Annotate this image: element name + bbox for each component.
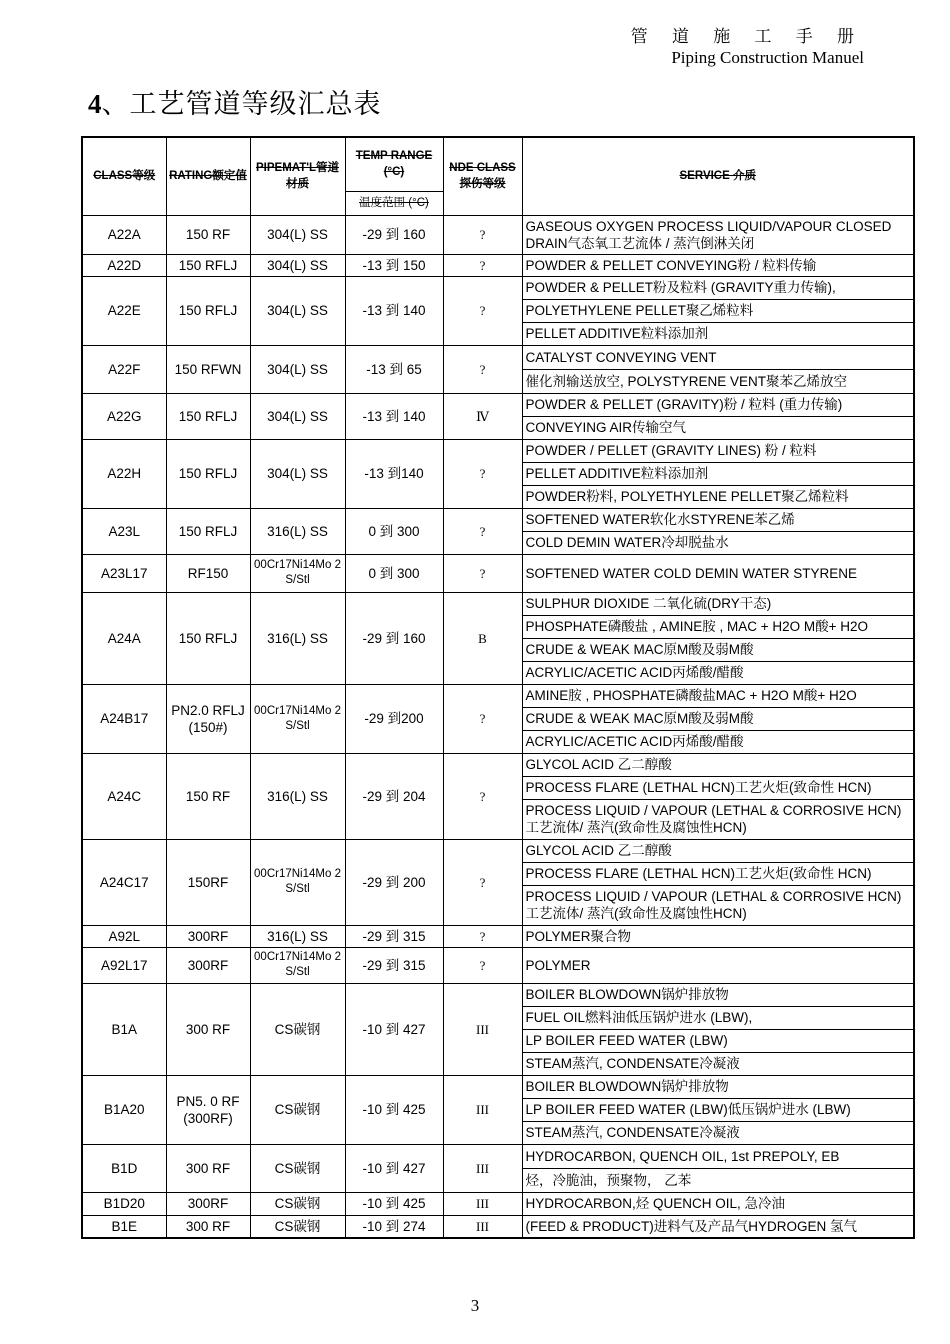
class-cell: B1D20 [82,1192,166,1215]
nde-class-cell: ? [443,345,522,393]
service-cell: POWDER & PELLET CONVEYING粉 / 粒料传输 [522,254,914,276]
temp-range-cell: -29 到 160 [345,592,443,684]
rating-cell: 150 RF [166,753,250,839]
temp-range-cell: -13 到 140 [345,393,443,439]
table-row [82,1075,914,1098]
material-cell: 304(L) SS [250,276,345,345]
nde-class-cell: ? [443,254,522,276]
class-cell: A22F [82,345,166,393]
section-number: 4 [88,89,102,119]
material-cell: 304(L) SS [250,254,345,276]
nde-class-cell: ? [443,925,522,947]
nde-class-cell: ? [443,276,522,345]
class-cell: A22H [82,439,166,508]
service-cell: POWDER / PELLET (GRAVITY LINES) 粉 / 粒料 [522,439,914,462]
temp-range-cell: -10 到 425 [345,1075,443,1144]
rating-cell: 300 RF [166,983,250,1075]
temp-range-cell: -10 到 427 [345,1144,443,1192]
service-cell: LP BOILER FEED WATER (LBW) [522,1029,914,1052]
material-cell: CS碳钢 [250,1144,345,1192]
class-cell: B1D [82,1144,166,1192]
class-cell: A23L17 [82,554,166,592]
material-cell: 304(L) SS [250,393,345,439]
service-cell: SOFTENED WATER软化水STYRENE苯乙烯 [522,508,914,531]
rating-cell: PN2.0 RFLJ (150#) [166,684,250,753]
material-cell: 304(L) SS [250,345,345,393]
material-cell: 316(L) SS [250,592,345,684]
class-cell: B1A20 [82,1075,166,1144]
nde-class-cell: ? [443,947,522,983]
section-title-text: 、工艺管道等级汇总表 [101,89,382,119]
page-number: 3 [470,1296,480,1315]
temp-range-cell: -29 到 160 [345,215,443,254]
class-cell: B1A [82,983,166,1075]
rating-cell: 300 RF [166,1215,250,1238]
nde-class-cell: III [443,983,522,1075]
running-header-cn: 管 道 施 工 手 册 [630,27,864,46]
rating-cell: 150 RFLJ [166,439,250,508]
service-cell: PELLET ADDITIVE粒料添加剂 [522,462,914,485]
service-cell: COLD DEMIN WATER冷却脱盐水 [522,531,914,554]
material-cell: 316(L) SS [250,753,345,839]
rating-cell: 150 RFWN [166,345,250,393]
material-cell: CS碳钢 [250,1192,345,1215]
rating-cell: 300RF [166,947,250,983]
service-cell: (FEED & PRODUCT)进料气及产品气HYDROGEN 氢气 [522,1215,914,1238]
col-header-rating: RATING额定值 [166,137,250,215]
table-row [82,439,914,462]
service-cell: PELLET ADDITIVE粒料添加剂 [522,322,914,345]
col-header-material: PIPEMAT'L管道材质 [250,137,345,215]
table-row [82,1192,914,1215]
nde-class-cell: III [443,1192,522,1215]
service-cell: PROCESS FLARE (LETHAL HCN)工艺火炬(致命性 HCN) [522,776,914,799]
service-cell: AMINE胺 , PHOSPHATE磷酸盐MAC + H2O M酸+ H2O [522,684,914,707]
rating-cell: 150 RF [166,215,250,254]
temp-range-cell: -13 到 150 [345,254,443,276]
class-cell: A22D [82,254,166,276]
col-header-service: SERVICE 介质 [522,137,914,215]
rating-cell: 300RF [166,1192,250,1215]
service-cell: ACRYLIC/ACETIC ACID丙烯酸/醋酸 [522,661,914,684]
class-cell: A92L [82,925,166,947]
rating-cell: 150RF [166,839,250,925]
col-header-temp-sub: 温度范围 (°C) [345,191,443,215]
temp-range-cell: -29 到 204 [345,753,443,839]
class-cell: A92L17 [82,947,166,983]
service-cell: POWDER & PELLET粉及粒料 (GRAVITY重力传输), [522,276,914,299]
col-header-nde: NDE CLASS探伤等级 [443,137,522,215]
rating-cell: 150 RFLJ [166,508,250,554]
temp-range-cell: -10 到 427 [345,983,443,1075]
nde-class-cell: ? [443,508,522,554]
table-row [82,983,914,1006]
rating-cell: RF150 [166,554,250,592]
table-row [82,393,914,416]
nde-class-cell: ? [443,554,522,592]
table-row [82,1215,914,1238]
material-cell: 00Cr17Ni14Mo 2 S/Stl [250,839,345,925]
table-row [82,215,914,254]
running-header-en: Piping Construction Manuel [671,48,864,67]
service-cell: POWDER & PELLET (GRAVITY)粉 / 粒料 (重力传输) [522,393,914,416]
temp-range-cell: -29 到 315 [345,947,443,983]
service-cell: PROCESS LIQUID / VAPOUR (LETHAL & CORROSIVE HCN)工艺流体/ 蒸汽(致命性及腐蚀性HCN) [522,799,914,839]
class-cell: A24C [82,753,166,839]
material-cell: CS碳钢 [250,1215,345,1238]
class-cell: A23L [82,508,166,554]
rating-cell: 300RF [166,925,250,947]
service-cell: GLYCOL ACID 乙二醇酸 [522,753,914,776]
service-cell: STEAM蒸汽, CONDENSATE冷凝液 [522,1052,914,1075]
table-row [82,1144,914,1168]
class-cell: A22E [82,276,166,345]
nde-class-cell: III [443,1215,522,1238]
service-cell: LP BOILER FEED WATER (LBW)低压锅炉进水 (LBW) [522,1098,914,1121]
rating-cell: 150 RFLJ [166,254,250,276]
nde-class-cell: ? [443,753,522,839]
material-cell: 00Cr17Ni14Mo 2 S/Stl [250,684,345,753]
nde-class-cell: ? [443,839,522,925]
nde-class-cell: III [443,1144,522,1192]
temp-range-cell: -10 到 425 [345,1192,443,1215]
rating-cell: 300 RF [166,1144,250,1192]
class-cell: A22A [82,215,166,254]
service-cell: ACRYLIC/ACETIC ACID丙烯酸/醋酸 [522,730,914,753]
table-row [82,592,914,615]
table-row [82,276,914,299]
class-cell: A24C17 [82,839,166,925]
material-cell: 00Cr17Ni14Mo 2 S/Stl [250,947,345,983]
service-cell: 烃，冷脆油，预聚物， 乙苯 [522,1168,914,1192]
table-row [82,508,914,531]
temp-range-cell: -29 到 315 [345,925,443,947]
nde-class-cell: B [443,592,522,684]
service-cell: CRUDE & WEAK MAC原M酸及弱M酸 [522,707,914,730]
material-cell: 316(L) SS [250,925,345,947]
service-cell: POLYETHYLENE PELLET聚乙烯粒料 [522,299,914,322]
material-cell: 304(L) SS [250,439,345,508]
service-cell: PROCESS LIQUID / VAPOUR (LETHAL & CORROSIVE HCN)工艺流体/ 蒸汽(致命性及腐蚀性HCN) [522,885,914,925]
nde-class-cell: III [443,1075,522,1144]
nde-class-cell: ? [443,215,522,254]
material-cell: 00Cr17Ni14Mo 2 S/Stl [250,554,345,592]
service-cell: HYDROCARBON, QUENCH OIL, 1st PREPOLY, EB [522,1144,914,1168]
service-cell: CONVEYING AIR传输空气 [522,416,914,439]
table-row [82,947,914,983]
service-cell: GLYCOL ACID 乙二醇酸 [522,839,914,862]
temp-range-cell: -13 到140 [345,439,443,508]
class-cell: A24A [82,592,166,684]
table-row [82,753,914,776]
material-cell: CS碳钢 [250,1075,345,1144]
service-cell: CRUDE & WEAK MAC原M酸及弱M酸 [522,638,914,661]
service-cell: SULPHUR DIOXIDE 二氧化硫(DRY干态) [522,592,914,615]
table-row [82,345,914,369]
service-cell: STEAM蒸汽, CONDENSATE冷凝液 [522,1121,914,1144]
nde-class-cell: ? [443,439,522,508]
rating-cell: 150 RFLJ [166,592,250,684]
piping-class-table [81,136,915,1239]
table-row [82,925,914,947]
header-row [82,137,914,191]
temp-range-cell: -29 到200 [345,684,443,753]
rating-cell: PN5. 0 RF (300RF) [166,1075,250,1144]
material-cell: 304(L) SS [250,215,345,254]
class-cell: A22G [82,393,166,439]
service-cell: POLYMER [522,947,914,983]
nde-class-cell: ? [443,684,522,753]
temp-range-cell: 0 到 300 [345,554,443,592]
service-cell: POWDER粉料, POLYETHYLENE PELLET聚乙烯粒料 [522,485,914,508]
rating-cell: 150 RFLJ [166,393,250,439]
service-cell: POLYMER聚合物 [522,925,914,947]
section-title [88,82,382,121]
service-cell: BOILER BLOWDOWN锅炉排放物 [522,983,914,1006]
class-cell: B1E [82,1215,166,1238]
service-cell: PHOSPHATE磷酸盐 , AMINE胺 , MAC + H2O M酸+ H2O [522,615,914,638]
material-cell: CS碳钢 [250,983,345,1075]
material-cell: 316(L) SS [250,508,345,554]
service-cell: PROCESS FLARE (LETHAL HCN)工艺火炬(致命性 HCN) [522,862,914,885]
temp-range-cell: -10 到 274 [345,1215,443,1238]
service-cell: BOILER BLOWDOWN锅炉排放物 [522,1075,914,1098]
class-cell: A24B17 [82,684,166,753]
table-row [82,254,914,276]
col-header-class: CLASS等级 [82,137,166,215]
col-header-temp: TEMP RANGE (°C) [345,137,443,191]
service-cell: FUEL OIL燃料油低压锅炉进水 (LBW), [522,1006,914,1029]
service-cell: 催化剂输送放空, POLYSTYRENE VENT聚苯乙烯放空 [522,369,914,393]
table-row [82,684,914,707]
service-cell: CATALYST CONVEYING VENT [522,345,914,369]
table-row [82,554,914,592]
nde-class-cell: Ⅳ [443,393,522,439]
temp-range-cell: -13 到 65 [345,345,443,393]
temp-range-cell: -13 到 140 [345,276,443,345]
temp-range-cell: 0 到 300 [345,508,443,554]
table-row [82,839,914,862]
temp-range-cell: -29 到 200 [345,839,443,925]
service-cell: SOFTENED WATER COLD DEMIN WATER STYRENE [522,554,914,592]
service-cell: GASEOUS OXYGEN PROCESS LIQUID/VAPOUR CLOSED DRAIN气态氧工艺流体 / 蒸汽倒淋关闭 [522,215,914,254]
rating-cell: 150 RFLJ [166,276,250,345]
service-cell: HYDROCARBON,烃 QUENCH OIL, 急冷油 [522,1192,914,1215]
